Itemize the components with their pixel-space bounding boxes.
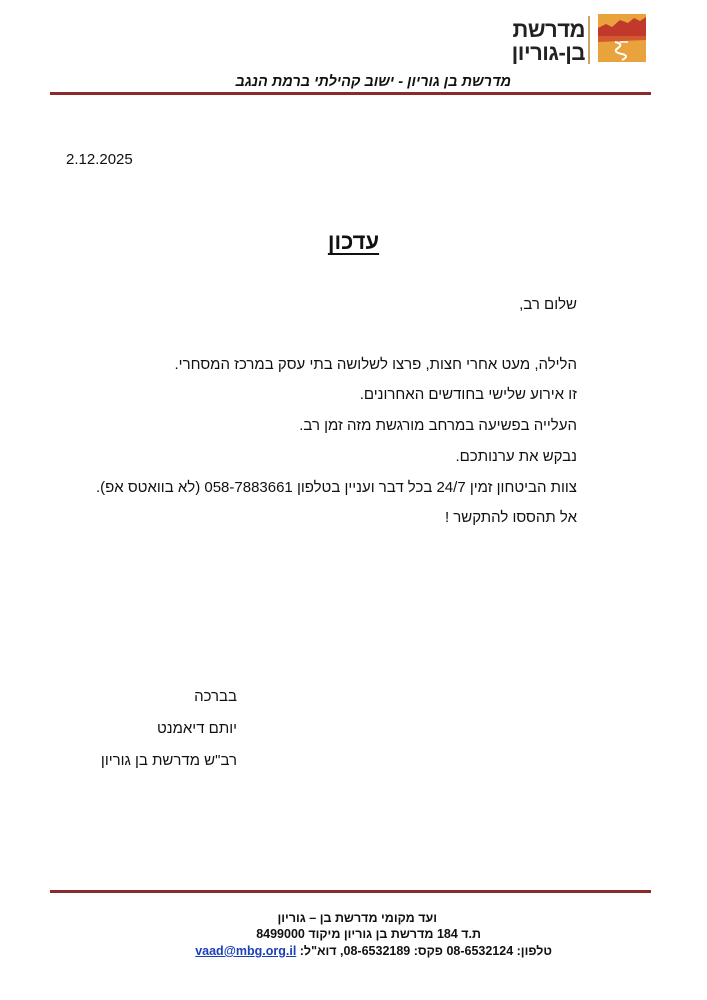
signature-role: רב"ש מדרשת בן גוריון bbox=[100, 752, 237, 769]
footer-org: ועד מקומי מדרשת בן – גוריון bbox=[277, 911, 437, 925]
body-line-5: צוות הביטחון זמין 24/7 בכל דבר ועניין בטלפון 058-7883661 (לא בוואטס אפ). bbox=[95, 479, 577, 496]
footer-rule bbox=[50, 890, 651, 893]
footer-email-link[interactable]: vaad@mbg.org.il bbox=[195, 944, 297, 958]
document-date: 2.12.2025 bbox=[66, 151, 133, 168]
document-title: עדכון bbox=[327, 229, 380, 254]
logo-divider bbox=[588, 16, 590, 64]
body-line-1: הלילה, מעט אחרי חצות, פרצו לשלושה בתי עסק במרכז המסחרי. bbox=[174, 356, 577, 373]
signature-name: יותם דיאמנט bbox=[156, 720, 237, 737]
header-subtitle: מדרשת בן גוריון - ישוב קהילתי ברמת הנגב bbox=[235, 74, 511, 90]
footer-contact-prefix: טלפון: 08-6532124 פקס: 08-6532189, דוא"ל: bbox=[296, 944, 552, 958]
logo-text-line1: מדרשת bbox=[512, 17, 585, 42]
body-line-2: זו אירוע שלישי בחודשים האחרונים. bbox=[359, 386, 577, 403]
body-line-4: נבקש את ערנותכם. bbox=[455, 448, 577, 465]
footer-contact bbox=[195, 944, 552, 958]
header-rule bbox=[50, 92, 651, 95]
footer-address: ת.ד 184 מדרשת בן גוריון מיקוד 8499000 bbox=[256, 927, 481, 941]
midreshet-logo-icon bbox=[598, 14, 646, 62]
logo-text-line2: בן-גוריון bbox=[511, 40, 585, 65]
greeting-line: שלום רב, bbox=[519, 296, 577, 313]
body-line-6: אל תהססו להתקשר ! bbox=[444, 509, 577, 526]
body-line-3: העלייה בפשיעה במרחב מורגשת מזה זמן רב. bbox=[299, 417, 577, 434]
signature-closing: בברכה bbox=[194, 688, 237, 705]
